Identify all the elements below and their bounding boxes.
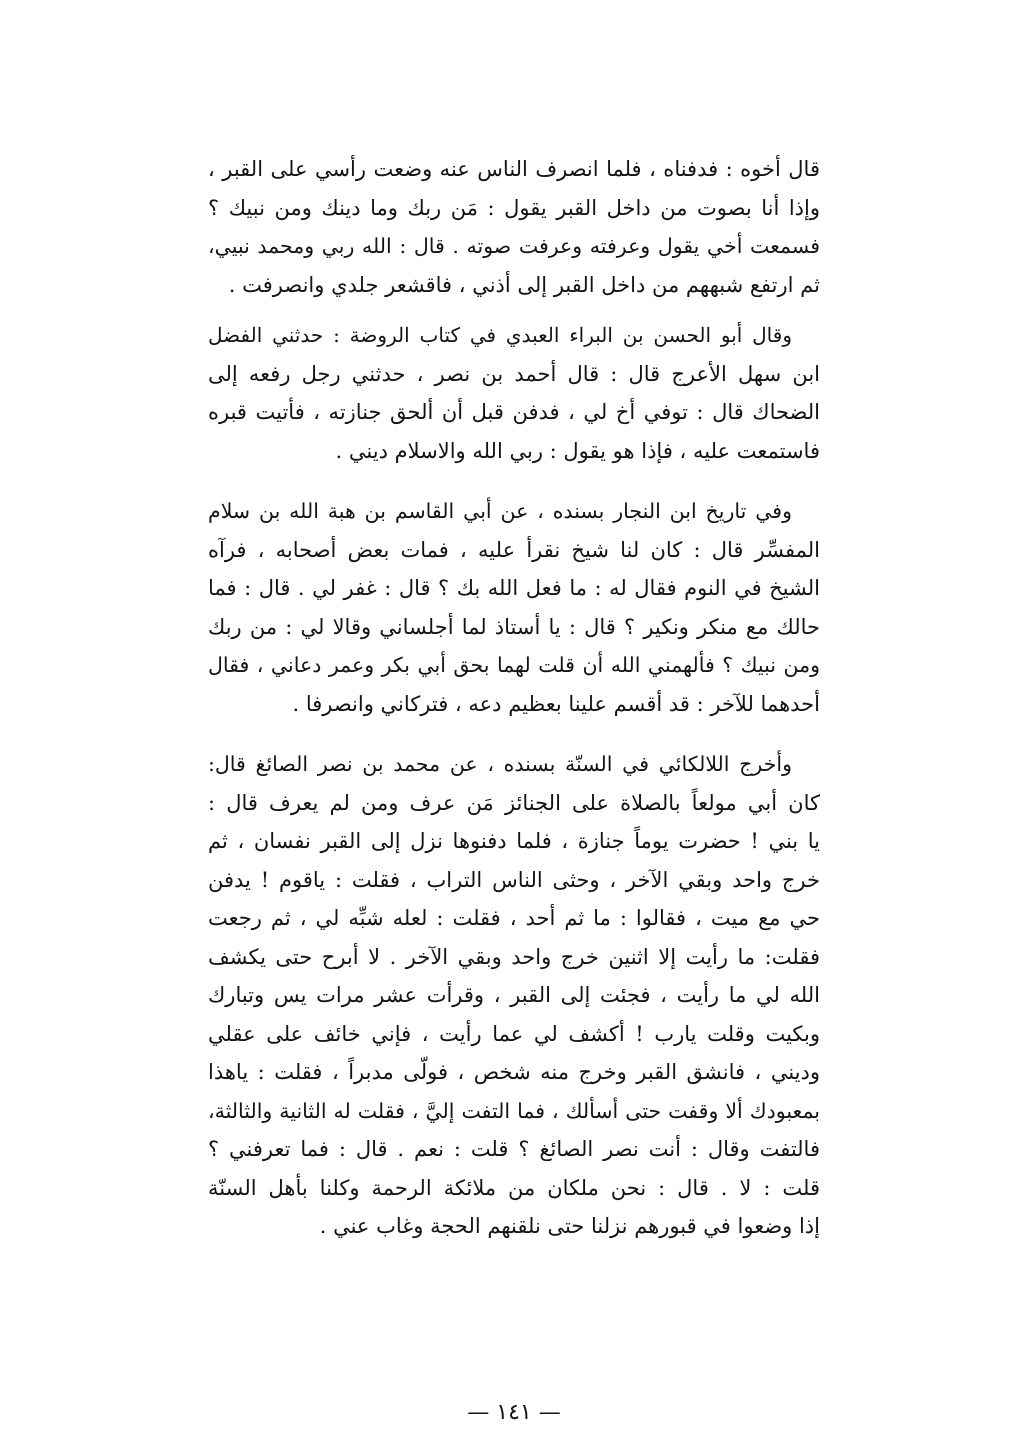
text-line: ابن سهل الأعرج قال : قال أحمد بن نصر ، حدثني رجل رفعه إلى <box>208 361 820 386</box>
text-line: حالك مع منكر ونكير ؟ قال : يا أستاذ لما أجلساني وقالا لي : من ربك <box>208 614 820 639</box>
paragraph-3 <box>208 492 820 723</box>
text-line: فقلت: ما رأيت إلا اثنين خرج واحد وبقي الآخر . لا أبرح حتى يكشف <box>208 944 820 969</box>
paragraph-4 <box>208 745 820 1246</box>
text-line: الشيخ في النوم فقال له : ما فعل الله بك ؟ قال : غفر لي . قال : فما <box>208 576 820 600</box>
text-line: بمعبودك ألا وقفت حتى أسألك ، فما التفت إليَّ ، فقلت له الثانية والثالثة، <box>208 1098 820 1123</box>
text-line: قلت : لا . قال : نحن ملكان من ملائكة الرحمة وكلنا بأهل السنّة <box>208 1175 820 1200</box>
text-line: إذا وضعوا في قبورهم نزلنا حتى نلقنهم الحجة وغاب عني . <box>319 1214 820 1238</box>
text-line: وفي تاريخ ابن النجار بسنده ، عن أبي القاسم بن هبة الله بن سلام <box>208 499 792 523</box>
book-page <box>208 140 820 1425</box>
text-line: وأخرج اللالكائي في السنّة بسنده ، عن محمد بن نصر الصائغ قال: <box>208 752 792 776</box>
text-line: ثم ارتفع شبههم من داخل القبر إلى أذني ، فاقشعر جلدي وانصرفت . <box>228 272 820 297</box>
text-line: الضحاك قال : توفي أخ لي ، فدفن قبل أن ألحق جنازته ، فأتيت قبره <box>208 400 820 424</box>
text-line: وبكيت وقلت يارب ! أكشف لي عما رأيت ، فإني خائف على عقلي <box>208 1021 820 1046</box>
text-line: فاستمعت عليه ، فإذا هو يقول : ربي الله والاسلام ديني . <box>335 438 820 463</box>
text-line: قال أخوه : فدفناه ، فلما انصرف الناس عنه وضعت رأسي على القبر ، <box>208 157 820 181</box>
text-line: فالتفت وقال : أنت نصر الصائغ ؟ قلت : نعم . قال : فما تعرفني ؟ <box>208 1137 820 1161</box>
text-line: وقال أبو الحسن بن البراء العبدي في كتاب الروضة : حدثني الفضل <box>208 323 792 347</box>
paragraph-1 <box>208 150 820 304</box>
paragraph-2 <box>208 316 820 470</box>
text-line: أحدهما للآخر : قد أقسم علينا بعظيم دعه ، فتركاني وانصرفا . <box>292 691 820 716</box>
text-line: حي مع ميت ، فقالوا : ما ثم أحد ، فقلت : لعله شبِّه لي ، ثم رجعت <box>208 906 820 930</box>
text-line: المفسِّر قال : كان لنا شيخ نقرأ عليه ، فمات بعض أصحابه ، فرآه <box>208 537 820 562</box>
text-line: وديني ، فانشق القبر وخرج منه شخص ، فولّى مدبراً ، فقلت : ياهذا <box>208 1060 820 1084</box>
text-line: وإذا أنا بصوت من داخل القبر يقول : مَن ربك وما دينك ومن نبيك ؟ <box>208 195 820 220</box>
page-number: — ١٤١ — <box>467 1400 561 1425</box>
text-line: فسمعت أخي يقول وعرفته وعرفت صوته . قال : الله ربي ومحمد نبيي، <box>208 234 820 258</box>
text-line: الله لي ما رأيت ، فجئت إلى القبر ، وقرأت عشر مرات يس وتبارك <box>208 983 820 1007</box>
text-line: ومن نبيك ؟ فألهمني الله أن قلت لهما بحق أبي بكر وعمر دعاني ، فقال <box>208 653 820 677</box>
text-line: كان أبي مولعاً بالصلاة على الجنائز مَن عرف ومن لم يعرف قال : <box>208 790 820 815</box>
text-line: خرج واحد وبقي الآخر ، وحثى الناس التراب ، فقلت : ياقوم ! يدفن <box>208 867 820 892</box>
text-line: يا بني ! حضرت يوماً جنازة ، فلما دفنوها نزل إلى القبر نفسان ، ثم <box>208 829 820 853</box>
